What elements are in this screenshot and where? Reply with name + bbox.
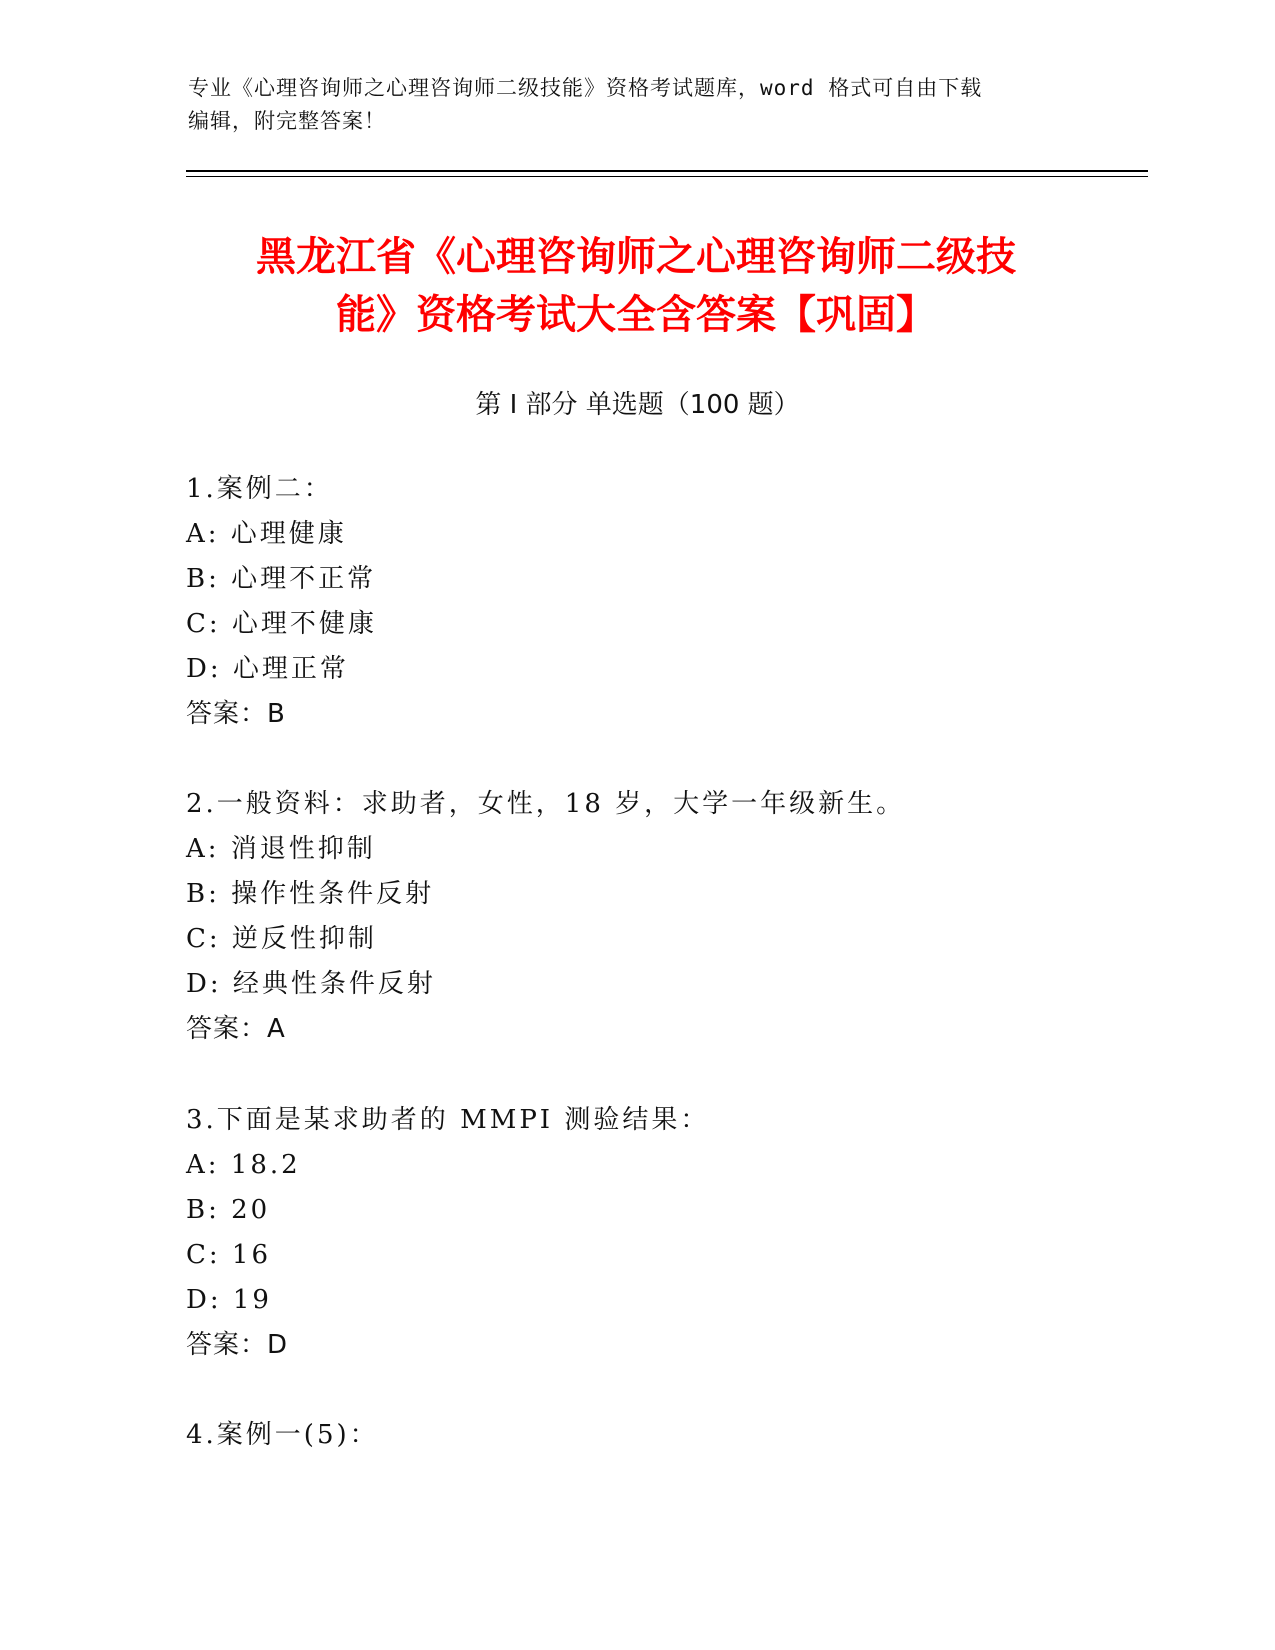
option-c: C: 逆反性抑制 xyxy=(186,924,377,954)
option-a: A: 消退性抑制 xyxy=(186,834,376,864)
document-title-line-1: 黑龙江省《心理咨询师之心理咨询师二级技 xyxy=(256,234,1016,280)
header-divider-thin xyxy=(186,176,1148,177)
section-heading: 第 I 部分 单选题（100 题） xyxy=(475,390,800,420)
header-note-line-1: 专业《心理咨询师之心理咨询师二级技能》资格考试题库，word 格式可自由下载 xyxy=(188,76,983,100)
option-a: A: 心理健康 xyxy=(186,519,347,549)
answer: 答案：B xyxy=(186,699,286,729)
question-1 xyxy=(186,467,1136,737)
option-d: D: 19 xyxy=(186,1285,272,1315)
option-c: C: 心理不健康 xyxy=(186,609,377,639)
question-3 xyxy=(186,1098,1136,1368)
option-a: A: 18.2 xyxy=(186,1150,301,1180)
document-title-line-2: 能》资格考试大全含答案【巩固】 xyxy=(336,292,936,338)
question-4 xyxy=(186,1413,1136,1458)
question-stem: 3.下面是某求助者的 MMPI 测验结果： xyxy=(186,1105,710,1135)
answer: 答案：D xyxy=(186,1330,289,1360)
option-d: D: 经典性条件反射 xyxy=(186,969,436,999)
option-b: B: 20 xyxy=(186,1195,271,1225)
option-b: B: 操作性条件反射 xyxy=(186,879,435,909)
question-stem: 2.一般资料：求助者，女性，18 岁，大学一年级新生。 xyxy=(186,789,906,819)
option-b: B: 心理不正常 xyxy=(186,564,377,594)
option-d: D: 心理正常 xyxy=(186,654,349,684)
header-note-line-2: 编辑，附完整答案！ xyxy=(188,109,386,133)
header-divider-thick xyxy=(186,170,1148,172)
document-title xyxy=(186,228,1086,344)
question-stem: 1.案例二： xyxy=(186,474,333,504)
question-2 xyxy=(186,782,1136,1052)
option-c: C: 16 xyxy=(186,1240,272,1270)
question-stem: 4.案例一(5)： xyxy=(186,1420,379,1450)
answer: 答案：A xyxy=(186,1014,286,1044)
header-note xyxy=(188,72,1088,138)
